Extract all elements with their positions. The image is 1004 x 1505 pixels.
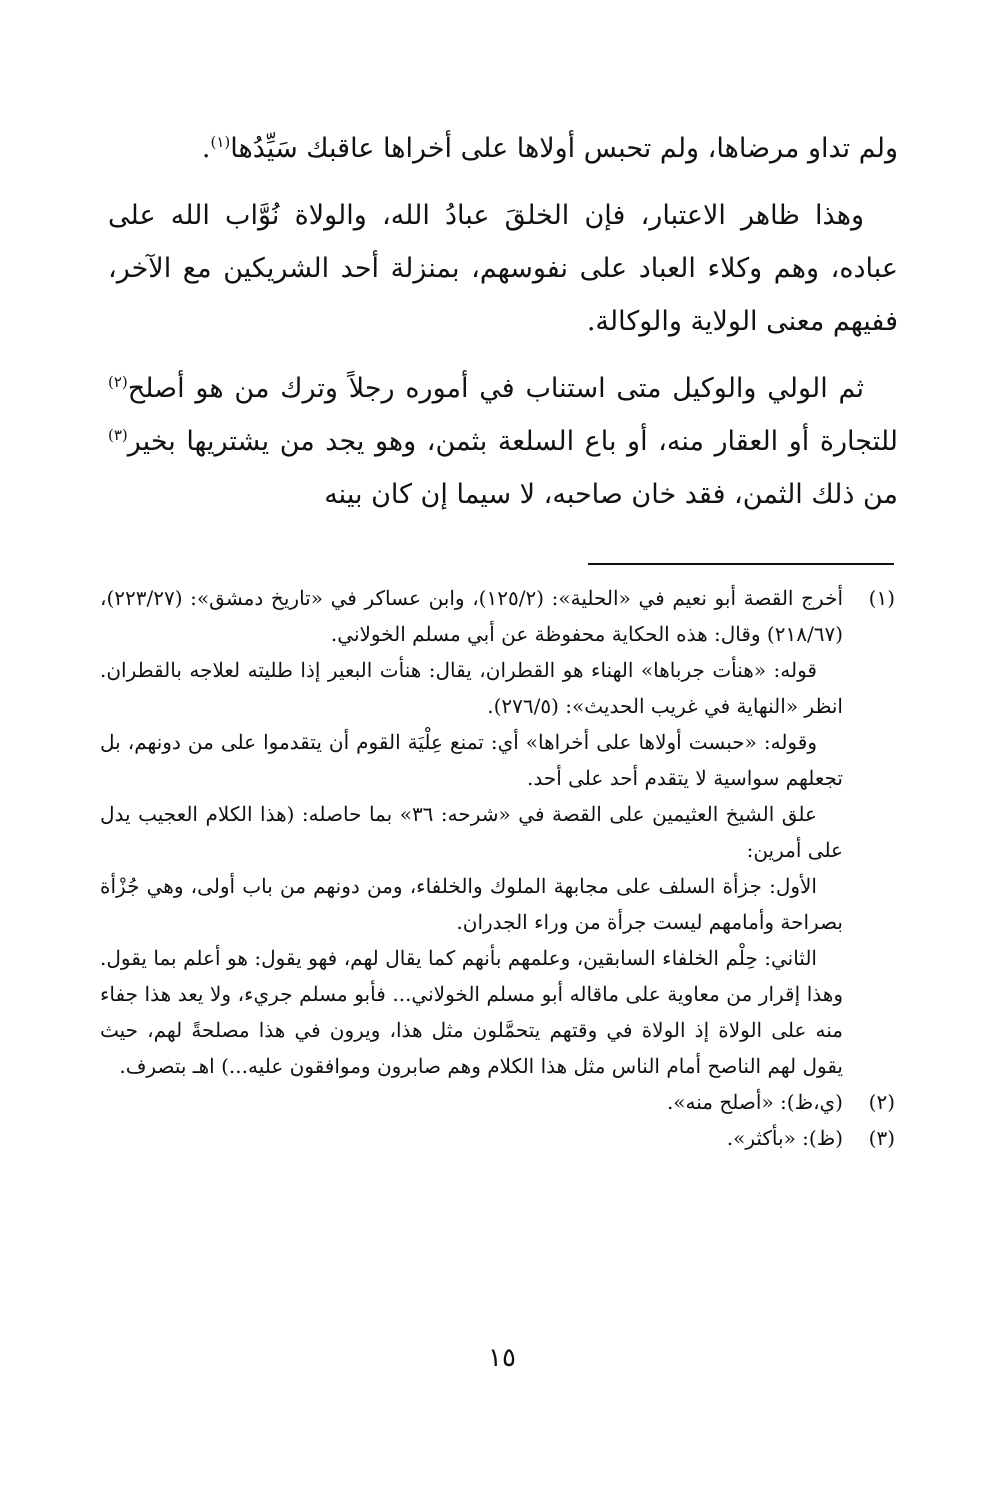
paragraph-1-text: ولم تداو مرضاها، ولم تحبس أولاها على أخراها عاقبك سَيِّدُها <box>230 133 898 164</box>
footnote-1-number: (١) <box>868 586 895 610</box>
paragraph-2: وهذا ظاهر الاعتبار، فإن الخلقَ عبادُ الله، والولاة نُوَّاب الله على عباده، وهم وكلاء العباد على نفوسهم، بمنزلة أحد الشريكين مع الآخر، ففيهم معنى الولاية والوكالة. <box>108 200 898 337</box>
footnote-2-number: (٢) <box>868 1090 895 1114</box>
footnote-2 <box>100 1084 895 1120</box>
footnote-3-body <box>100 1120 843 1156</box>
footnote-ref-1[interactable]: (١) <box>210 133 231 151</box>
footnote-3-number: (٣) <box>868 1126 895 1150</box>
main-text <box>108 122 898 521</box>
footnote-1-line: وقوله: «حبست أولاها على أخراها» أي: تمنع عِلْيَة القوم أن يتقدموا على من دونهم، بل تجعلهم سواسية لا يتقدم أحد على أحد. <box>100 730 843 790</box>
footnote-separator <box>588 563 894 565</box>
paragraph-3 <box>108 362 898 521</box>
page-number: ١٥ <box>488 1343 516 1373</box>
paragraph-1 <box>108 122 898 175</box>
footnote-1-line: قوله: «هنأت جرباها» الهناء هو القطران، يقال: هنأت البعير إذا طليته لعلاجه بالقطران. انظر «النهاية في غريب الحديث»: (٢٧٦/٥). <box>100 658 843 718</box>
footnote-3 <box>100 1120 895 1156</box>
footnote-3-text: (ظ): «بأكثر». <box>726 1126 843 1150</box>
footnote-1-line: الأول: جزأة السلف على مجابهة الملوك والخلفاء، ومن دونهم من باب أولى، وهي جُزْأة بصراحة وأمامهم ليست جرأة من وراء الجدران. <box>100 874 843 934</box>
footnote-1-line: أخرج القصة أبو نعيم في «الحلية»: (١٢٥/٢)، وابن عساكر في «تاريخ دمشق»: (٢٢٣/٢٧)، (٢١٨/٦٧) وقال: هذه الحكاية محفوظة عن أبي مسلم الخولاني. <box>100 586 843 646</box>
paragraph-3-part-a: ثم الولي والوكيل متى استناب في أموره رجلاً وترك من هو أصلح <box>127 373 864 404</box>
paragraph-3-part-b: للتجارة أو العقار منه، أو باع السلعة بثمن، وهو يجد من يشتريها بخير <box>127 426 898 457</box>
footnotes <box>100 580 895 1156</box>
footnote-ref-2[interactable]: (٢) <box>108 373 128 391</box>
paragraph-3-part-c: من ذلك الثمن، فقد خان صاحبه، لا سيما إن كان بينه <box>324 479 898 510</box>
footnote-2-text: (ي،ظ): «أصلح منه». <box>666 1090 843 1114</box>
footnote-ref-3[interactable]: (٣) <box>108 426 128 444</box>
footnote-1-line: علق الشيخ العثيمين على القصة في «شرحه: ٣٦» بما حاصله: (هذا الكلام العجيب يدل على أمرين: <box>100 802 843 862</box>
footnote-1-line: الثاني: حِلْم الخلفاء السابقين، وعلمهم بأنهم كما يقال لهم، فهو يقول: هو أعلم بما يقول. وهذا إقرار من معاوية على ماقاله أبو مسلم الخولاني... فأبو مسلم جريء، ولا يعد هذا جفاء منه على الولاة إذ الولاة في وقتهم يتحمَّلون مثل هذا، ويرون في هذا مصلحةً لهم، حيث يقول لهم الناصح أمام الناس مثل هذا الكلام وهم صابرون وموافقون عليه...) اهـ بتصرف. <box>100 946 844 1078</box>
paragraph-1-end: . <box>201 133 211 164</box>
footnote-1-body <box>100 580 843 1084</box>
footnote-2-body <box>100 1084 843 1120</box>
footnote-1 <box>100 580 895 1084</box>
